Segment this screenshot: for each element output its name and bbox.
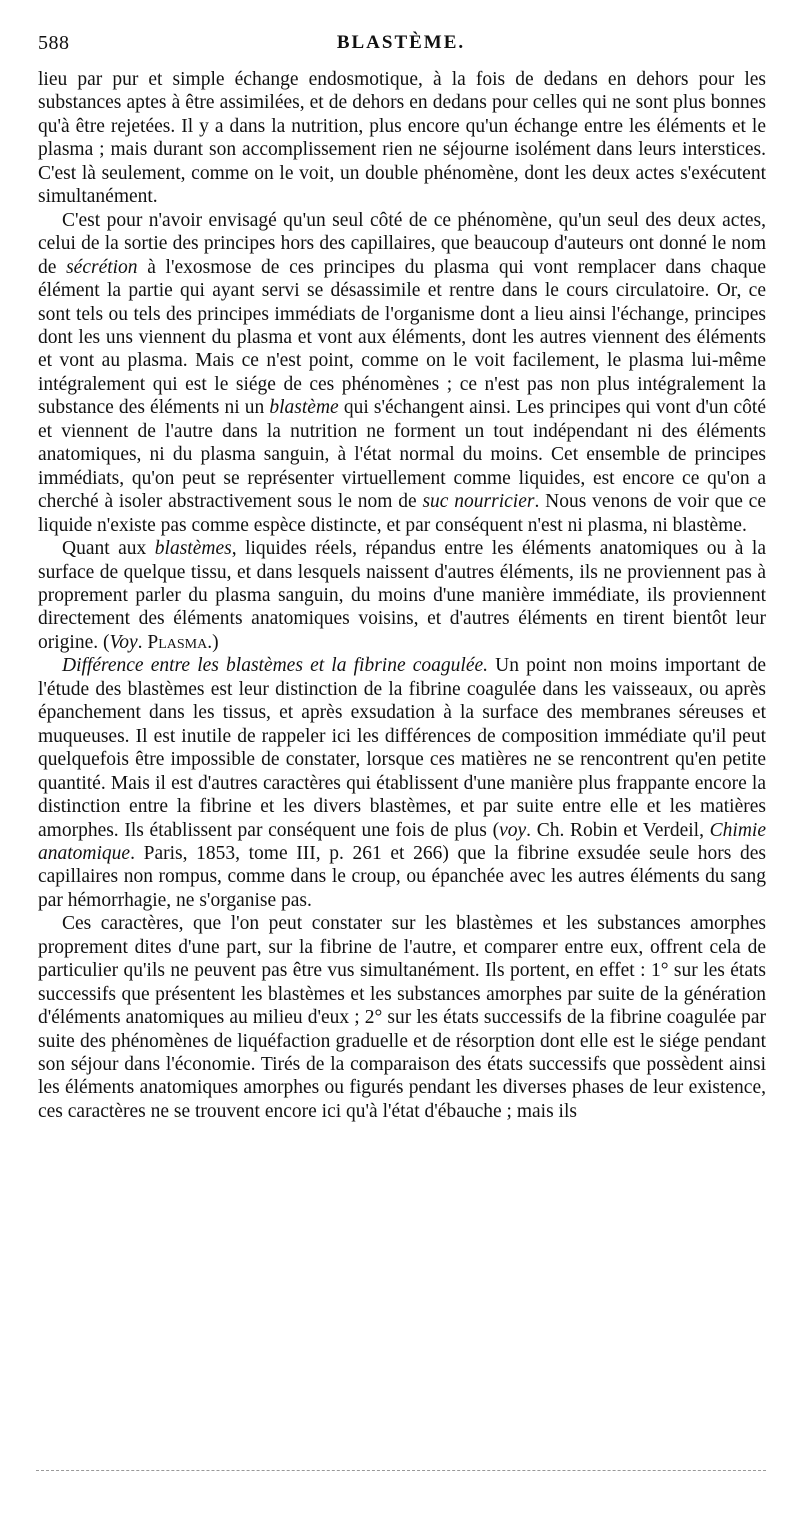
italic-text: sécrétion [66,256,138,278]
text-run: , liquides réels, répandus entre les éléments anatomiques ou à la surface de quelque tissu, et dans lesquels naissent d'autres éléments, ils ne proviennent pas à proprement parler du plasma sanguin, du moins d'une manière immédiate, ils proviennent directement des éléments anatomiques voisins, et d'autres éléments en tirent bientôt leur origine. ( [38,538,766,653]
text-run: Ces caractères, que l'on peut constater sur les blastèmes et les substances amorphes proprement dites d'une part, sur la fibrine de l'autre, et comparer entre eux, offrent cela de particulier qu'ils ne peuvent pas être vus simultanément. Ils portent, en effet : 1° sur les états successifs que présentent les blastèmes et les substances amorphes par suite de la génération d'éléments anatomiques au milieu d'eux ; 2° sur les états successifs de la fibrine coagulée par suite des phénomènes de liquéfaction graduelle et de résorption dont elle est le siége pendant son séjour dans l'économie. Tirés de la comparaison des états successifs que possèdent ainsi les éléments anatomiques amorphes ou figurés pendant les diverses phases de leur existence, ces caractères ne se trouvent encore ici qu'à l'état d'ébauche ; mais ils [38,913,766,1122]
text-run: . Nous venons de voir que ce liquide n'existe pas comme espèce distincte, et par conséquent n'est ni plasma, ni blastème. [38,491,766,536]
text-run: .) [207,631,219,653]
paragraph [38,537,766,654]
text-run: . [137,631,148,653]
small-caps-text: Plasma [147,631,208,653]
italic-text: suc nourricier [422,491,535,513]
text-run: Quant aux [62,538,155,560]
page-number: 588 [38,32,70,54]
text-run: C'est pour n'avoir envisagé qu'un seul côté de ce phénomène, qu'un seul des deux actes, celui de la sortie des principes hors des capillaires, que beaucoup d'auteurs ont donné le nom de [38,209,766,278]
italic-text: blastèmes [154,538,232,560]
text-run: lieu par pur et simple échange endosmotique, à la fois de dedans en dehors pour les substances aptes à être assimilées, et de dehors en dedans pour celles qui ne sont plus bonnes qu'à être rejetées. Il y a dans la nutrition, plus encore qu'un échange entre les éléments et le plasma ; mais durant son accomplissement rien ne séjourne isolément dans leurs interstices. C'est là seulement, comme on le voit, un double phénomène, dont les deux actes s'exécutent simultanément. [38,69,766,208]
page-header [38,32,764,58]
text-run: Un point non moins important de l'étude des blastèmes est leur distinction de la fibrine coagulée dans les vaisseaux, ou après épanchement dans les tissus, et après exsudation à la surface des membranes séreuses et muqueuses. Il est inutile de rappeler ici les différences de composition immédiate qu'il peut quelquefois être impossible de constater, lorsque ces matières ne se rencontrent qu'en petite quantité. Mais il est d'autres caractères qui établissent d'une manière plus frappante encore la distinction entre la fibrine et les divers blastèmes, et par suite entre elle et les matières amorphes. Ils établissent par conséquent une fois de plus ( [38,655,766,841]
italic-text: Différence entre les blastèmes et la fibrine coagulée. [62,655,489,677]
text-run: à l'exosmose de ces principes du plasma qui vont remplacer dans chaque élément la partie qui ayant servi se désassimile et rentre dans le cours circulatoire. Or, ce sont tels ou tels des principes immédiats de l'organisme dont a lieu ainsi l'échange, principes dont les uns viennent du plasma et vont aux éléments, dont les autres viennent des éléments et vont au plasma. Mais ce n'est point, comme on le voit facilement, le plasma lui-même intégralement qui est le siége de ces phénomènes ; ce n'est pas non plus intégralement la substance des éléments ni un [38,256,767,419]
running-head: BLASTÈME. [336,32,466,53]
text-run: qui s'échangent ainsi. Les principes qui vont d'un côté et viennent de l'autre dans la nutrition ne forment un tout indépendant ni des éléments anatomiques, ni du plasma sanguin, à l'état normal du moins. Cet ensemble de principes immédiats, qu'on peut se représenter virtuellement comme liquides, est encore ce qu'on a cherché à isoler abstractivement sous le nom de [38,397,766,513]
paragraph [38,912,766,1123]
italic-text: Voy [109,631,138,653]
paragraph [38,209,766,537]
italic-text: blastème [269,397,339,419]
body-text [38,68,766,1123]
italic-text: Chimie anatomique [38,819,766,864]
paragraph [38,68,766,209]
text-run: . Ch. Robin et Verdeil, [526,819,710,841]
paragraph [38,654,766,912]
footer-dotted-rule [36,1470,766,1471]
text-run: . Paris, 1853, tome III, p. 261 et 266) que la fibrine exsudée seule hors des capillaires non rompus, comme dans le croup, ou épanchée avec les autres éléments du sang par hémorrhagie, ne s'organise pas. [38,842,766,911]
italic-text: voy [499,819,527,841]
